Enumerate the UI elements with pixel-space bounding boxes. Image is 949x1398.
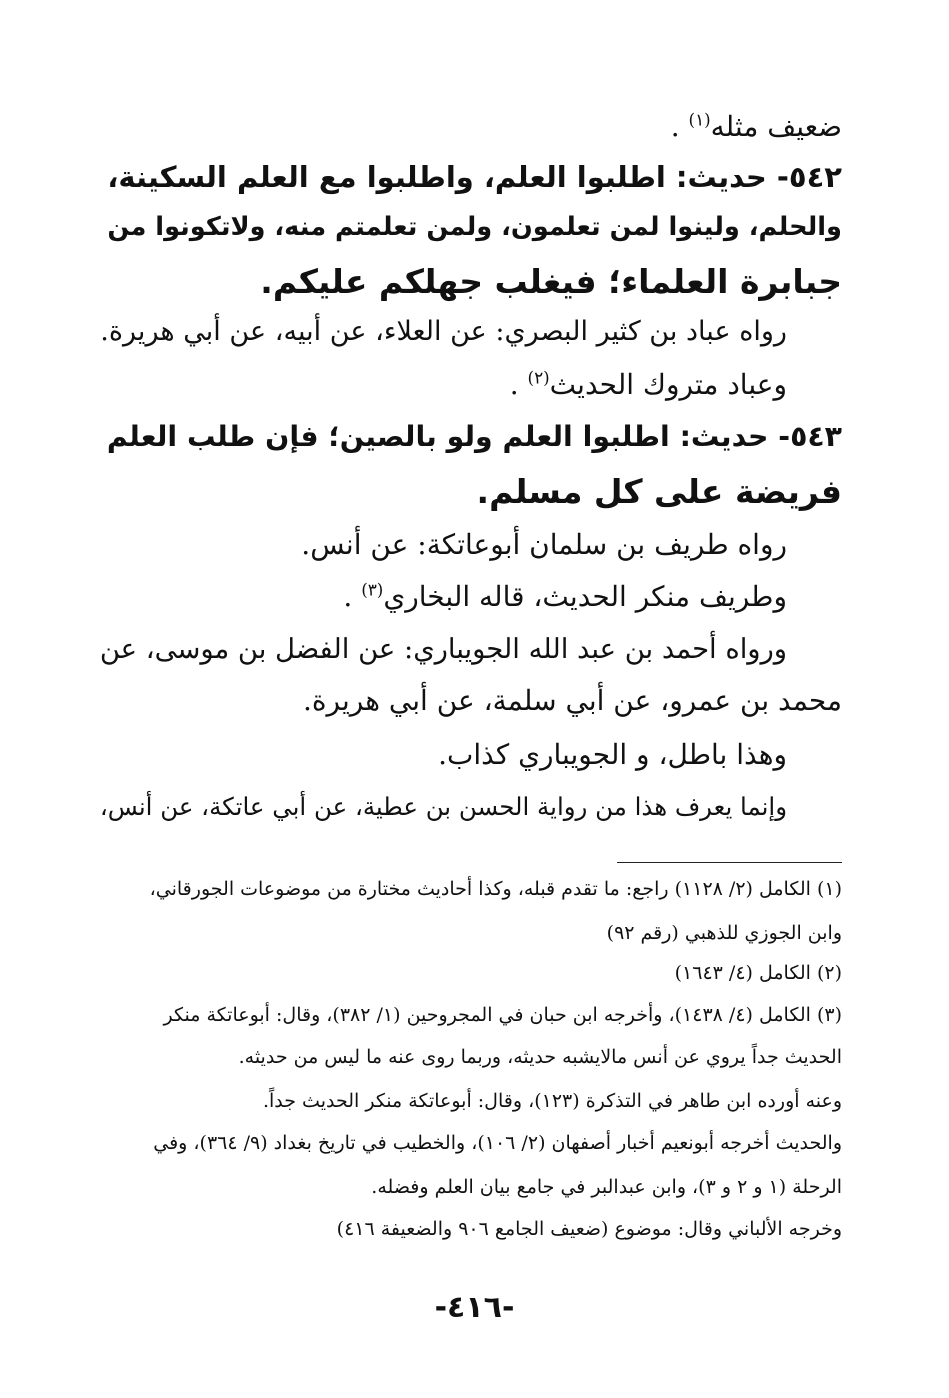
paragraph-543-note [343, 580, 787, 613]
hadith-542-line-3: جبابرة العلماء؛ فيغلب جهلكم عليكم. [260, 262, 842, 301]
hadith-543-line-2: فريضة على كل مسلم. [476, 472, 842, 511]
footnote-ref-1: (١) [688, 109, 711, 130]
footnote-line-7: والحديث أخرجه أبونعيم أخبار أصفهان (٢/ ١٠٦)، والخطيب في تاريخ بغداد (٩/ ٣٦٤)، وفي [153, 1132, 842, 1154]
hadith-543-line-1: ٥٤٣- حديث: اطلبوا العلم ولو بالصين؛ فإن طلب العلم [106, 420, 842, 453]
footnote-line-6: وعنه أورده ابن طاهر في التذكرة (١٢٣)، وقال: أبوعاتكة منكر الحديث جداً. [262, 1090, 842, 1112]
page-number: -٤١٦- [434, 1290, 515, 1325]
footnote-ref-2: (٢) [527, 367, 550, 388]
footnote-separator [617, 862, 842, 863]
footnote-ref-3: (٣) [361, 579, 384, 600]
top-line-text: ضعيف مثله [710, 110, 842, 143]
footnote-line-4: (٣) الكامل (٤/ ١٤٣٨)، وأخرجه ابن حبان في المجروحين (١/ ٣٨٢)، وقال: أبوعاتكة منكر [163, 1004, 842, 1026]
paragraph-542-note [510, 368, 787, 401]
top-line-end: . [670, 110, 680, 143]
paragraph-542-narration: رواه عباد بن كثير البصري: عن العلاء، عن أبيه، عن أبي هريرة. [100, 316, 787, 347]
paragraph-543-note-text: وطريف منكر الحديث، قاله البخاري [383, 580, 787, 613]
footnote-line-1: (١) الكامل (٢/ ١١٢٨) راجع: ما تقدم قبله، وكذا أحاديث مختارة من موضوعات الجورقاني، [149, 878, 842, 900]
footnote-line-2: وابن الجوزي للذهبي (رقم ٩٢) [606, 922, 842, 944]
paragraph-543-known-route: وإنما يعرف هذا من رواية الحسن بن عطية، عن أبي عاتكة، عن أنس، [99, 792, 787, 821]
footnote-line-3: (٢) الكامل (٤/ ١٦٤٣) [674, 962, 842, 984]
paragraph-543-second-chain-line-1: ورواه أحمد بن عبد الله الجويباري: عن الفضل بن موسى، عن [99, 634, 787, 665]
paragraph-542-note-end: . [509, 368, 519, 401]
footnote-line-9: وخرجه الألباني وقال: موضوع (ضعيف الجامع ٩٠٦ والضعيفة ٤١٦) [336, 1218, 842, 1240]
paragraph-543-note-end: . [343, 580, 353, 613]
paragraph-543-verdict: وهذا باطل، و الجويباري كذاب. [438, 738, 787, 771]
top-line [671, 110, 842, 143]
hadith-542-line-2: والحلم، ولينوا لمن تعلمون، ولمن تعلمتم منه، ولاتكونوا من [107, 212, 842, 242]
footnote-line-5: الحديث جداً يروي عن أنس مالايشبه حديثه، وربما روى عنه ما ليس من حديثه. [238, 1046, 842, 1068]
footnote-line-8: الرحلة (١ و ٢ و ٣)، وابن عبدالبر في جامع بيان العلم وفضله. [371, 1176, 842, 1198]
paragraph-543-second-chain-line-2: محمد بن عمرو، عن أبي سلمة، عن أبي هريرة. [302, 684, 842, 717]
paragraph-543-narration: رواه طريف بن سلمان أبوعاتكة: عن أنس. [301, 528, 787, 561]
paragraph-542-note-text: وعباد متروك الحديث [549, 368, 787, 401]
hadith-542-line-1: ٥٤٢- حديث: اطلبوا العلم، واطلبوا مع العلم السكينة، [107, 160, 842, 194]
